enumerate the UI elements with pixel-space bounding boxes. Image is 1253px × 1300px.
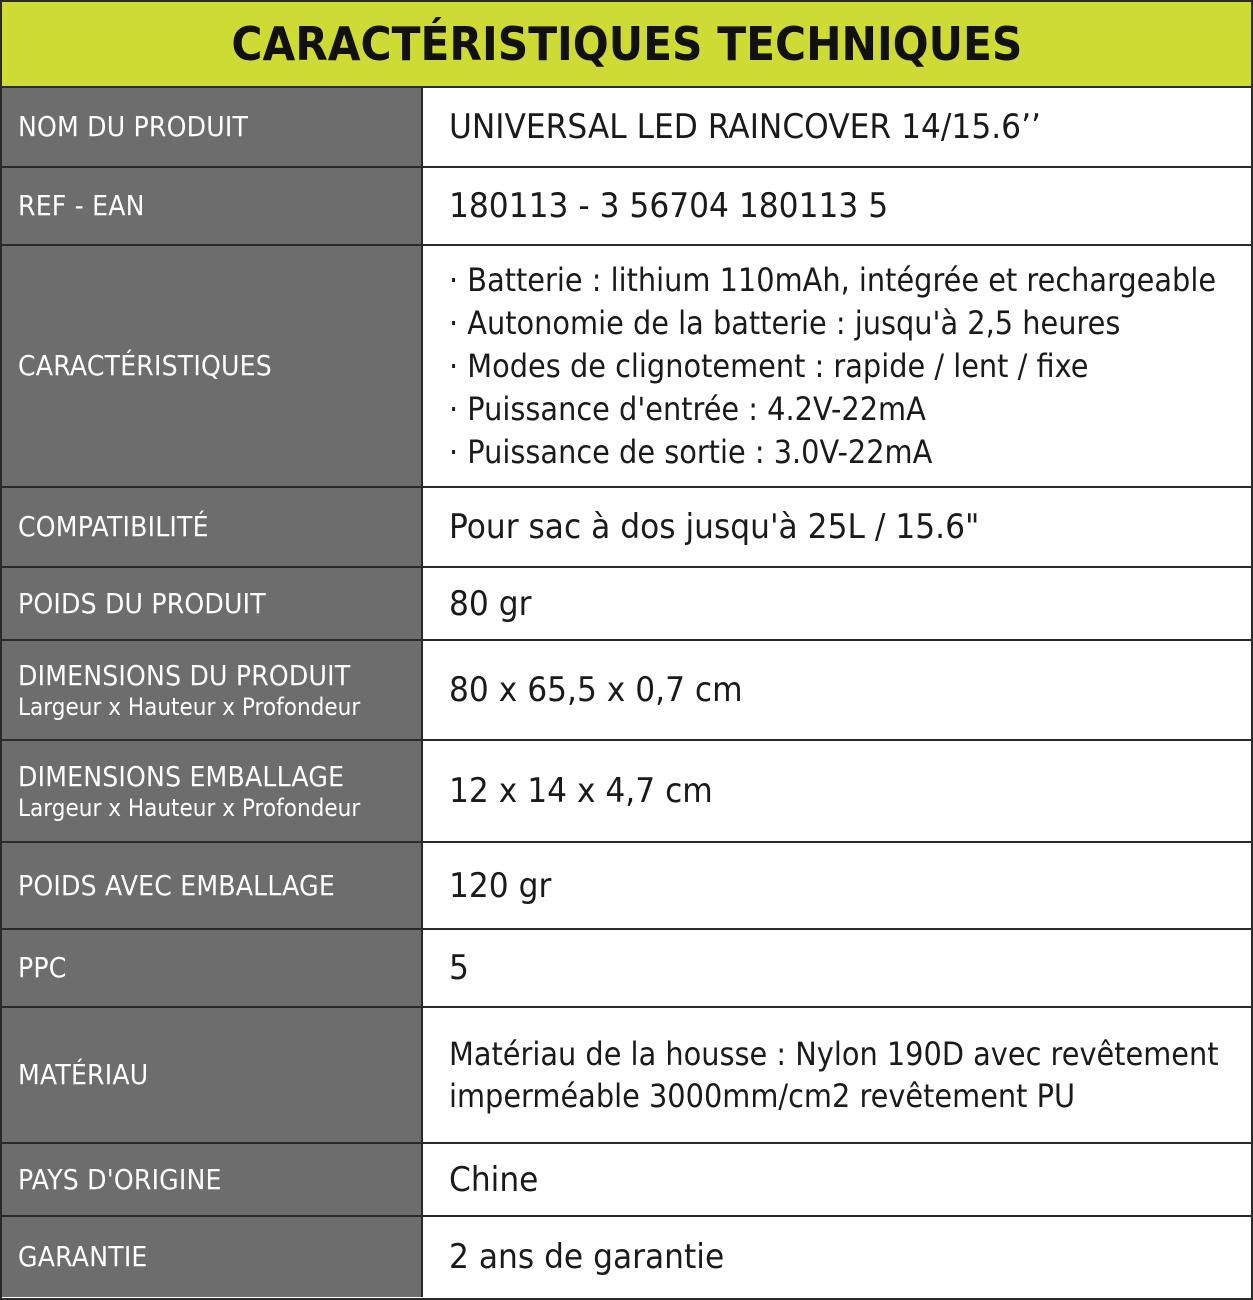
material-line: Matériau de la housse : Nylon 190D avec revêtement xyxy=(449,1035,1219,1073)
spec-label: PAYS D'ORIGINE xyxy=(18,1162,222,1196)
spec-value: 80 x 65,5 x 0,7 cm xyxy=(449,670,743,710)
spec-row-warranty xyxy=(2,1217,1251,1297)
spec-label-cell xyxy=(2,488,423,566)
feature-item: · Batterie : lithium 110mAh, intégrée et rechargeable xyxy=(449,260,1217,299)
spec-row-product-name xyxy=(2,88,1251,168)
spec-label-cell xyxy=(2,246,423,486)
spec-label: GARANTIE xyxy=(18,1240,148,1273)
feature-item: · Puissance de sortie : 3.0V-22mA xyxy=(449,432,933,471)
spec-value-cell xyxy=(423,168,1251,244)
spec-value: 180113 - 3 56704 180113 5 xyxy=(449,186,889,226)
spec-value-cell xyxy=(423,1217,1251,1297)
spec-sublabel: Largeur x Hauteur x Profondeur xyxy=(18,794,361,822)
feature-item: · Autonomie de la batterie : jusqu'à 2,5 heures xyxy=(449,303,1121,342)
spec-value: 2 ans de garantie xyxy=(449,1237,725,1277)
spec-label-cell xyxy=(2,568,423,639)
spec-row-product-dimensions xyxy=(2,641,1251,741)
spec-row-package-weight xyxy=(2,843,1251,930)
spec-value: 5 xyxy=(449,948,469,988)
spec-value-cell xyxy=(423,930,1251,1006)
spec-value-cell xyxy=(423,246,1251,486)
spec-label-cell xyxy=(2,1217,423,1297)
spec-label: PPC xyxy=(18,951,67,984)
spec-label: MATÉRIAU xyxy=(18,1058,149,1091)
feature-item: · Puissance d'entrée : 4.2V-22mA xyxy=(449,389,926,428)
spec-label-cell xyxy=(2,1008,423,1142)
spec-label-cell xyxy=(2,168,423,244)
spec-value: 120 gr xyxy=(449,865,552,906)
spec-value: 80 gr xyxy=(449,583,532,624)
material-line: imperméable 3000mm/cm2 revêtement PU xyxy=(449,1077,1076,1115)
spec-row-ref-ean xyxy=(2,168,1251,246)
spec-sheet-header xyxy=(2,2,1251,88)
spec-value-cell xyxy=(423,568,1251,639)
spec-row-origin xyxy=(2,1144,1251,1217)
spec-value-cell xyxy=(423,488,1251,566)
spec-label-cell xyxy=(2,930,423,1006)
spec-row-material xyxy=(2,1008,1251,1144)
spec-row-compatibility xyxy=(2,488,1251,568)
spec-value-cell xyxy=(423,1144,1251,1215)
spec-label: DIMENSIONS DU PRODUIT xyxy=(18,659,351,692)
spec-value-cell xyxy=(423,88,1251,166)
spec-row-product-weight xyxy=(2,568,1251,641)
spec-label-cell xyxy=(2,88,423,166)
spec-label: NOM DU PRODUIT xyxy=(18,110,249,143)
spec-label-cell xyxy=(2,1144,423,1215)
spec-label: CARACTÉRISTIQUES xyxy=(18,349,272,382)
spec-row-ppc xyxy=(2,930,1251,1008)
spec-label: POIDS AVEC EMBALLAGE xyxy=(18,868,335,902)
spec-label: POIDS DU PRODUIT xyxy=(18,586,266,620)
spec-label-cell xyxy=(2,843,423,928)
spec-value-cell xyxy=(423,1008,1251,1142)
spec-table xyxy=(2,88,1251,1297)
feature-item: · Modes de clignotement : rapide / lent / fixe xyxy=(449,346,1089,385)
spec-label: REF - EAN xyxy=(18,189,145,222)
spec-value: 12 x 14 x 4,7 cm xyxy=(449,771,713,811)
spec-label-cell xyxy=(2,641,423,739)
spec-value-cell xyxy=(423,641,1251,739)
features-list xyxy=(449,259,1251,474)
spec-label: DIMENSIONS EMBALLAGE xyxy=(18,760,345,793)
spec-sublabel: Largeur x Hauteur x Profondeur xyxy=(18,693,361,721)
page-title: CARACTÉRISTIQUES TECHNIQUES xyxy=(230,17,1023,71)
spec-value-cell xyxy=(423,843,1251,928)
spec-value: UNIVERSAL LED RAINCOVER 14/15.6’’ xyxy=(449,107,1041,147)
spec-row-features xyxy=(2,246,1251,488)
spec-value: Pour sac à dos jusqu'à 25L / 15.6" xyxy=(449,507,980,547)
spec-row-package-dimensions xyxy=(2,741,1251,843)
spec-value: Chine xyxy=(449,1159,539,1200)
spec-label-cell xyxy=(2,741,423,841)
spec-label: COMPATIBILITÉ xyxy=(18,510,209,543)
spec-value-cell xyxy=(423,741,1251,841)
